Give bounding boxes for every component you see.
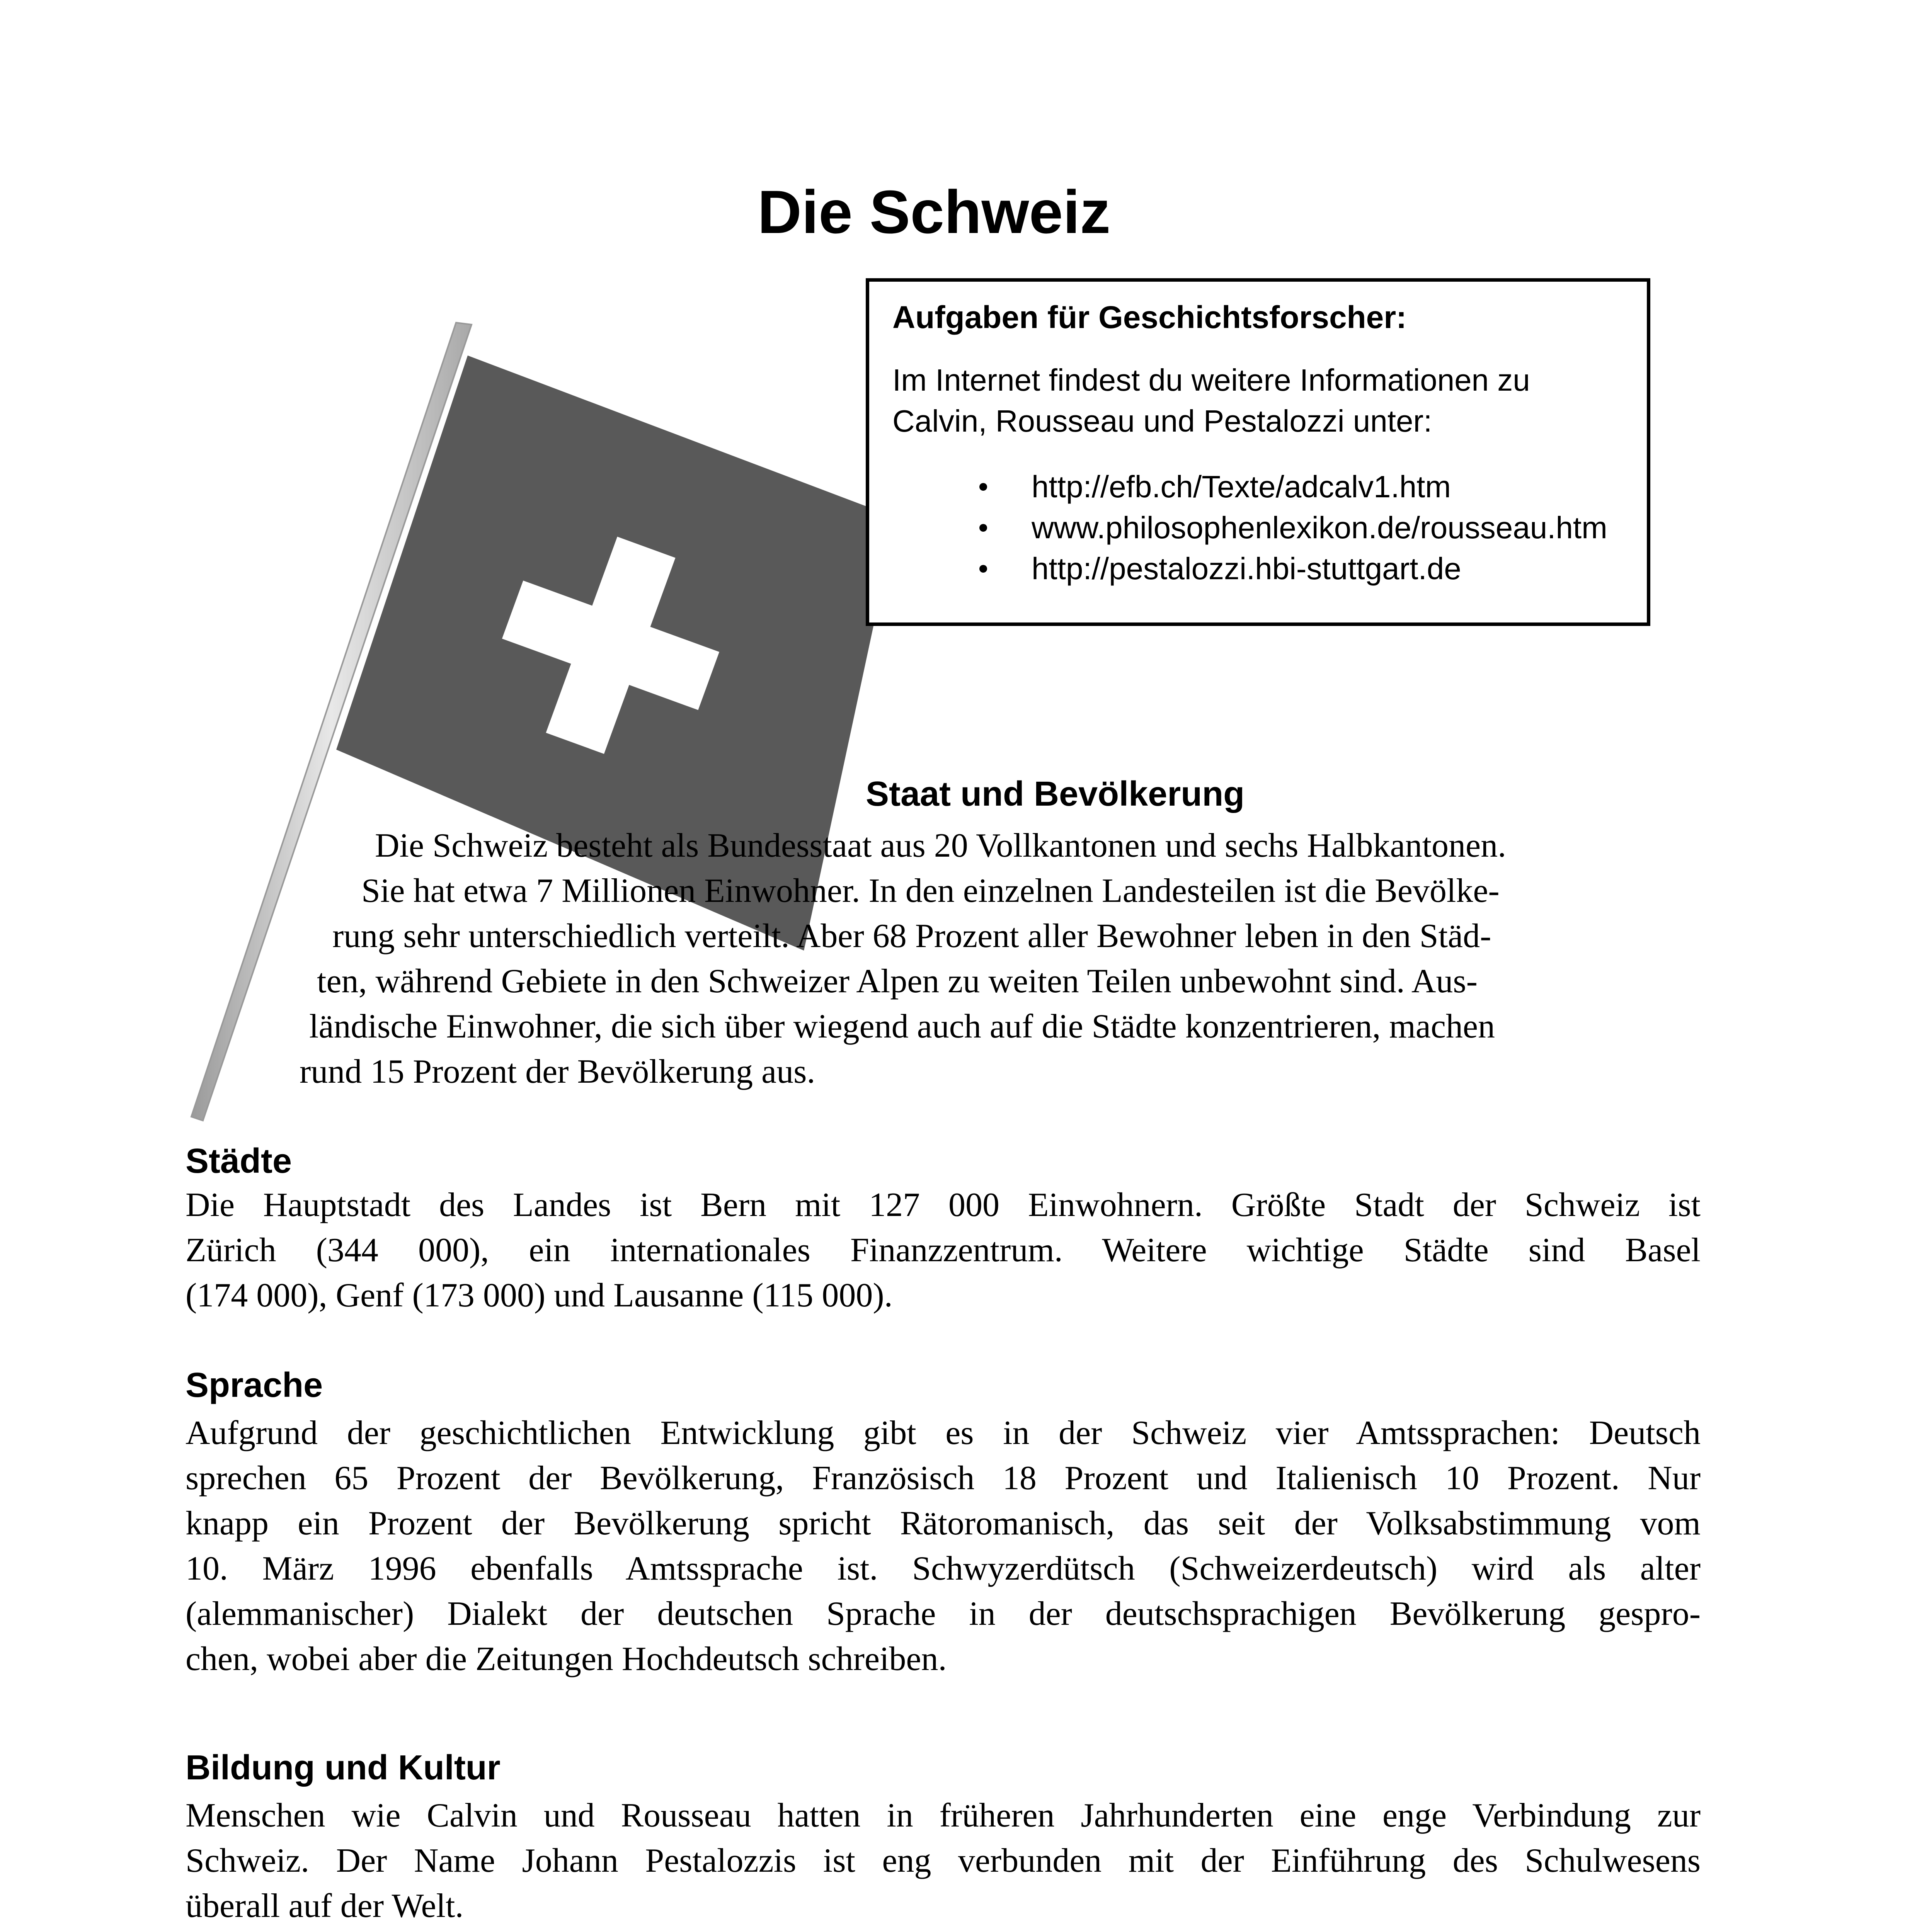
research-task-text-line2: Calvin, Rousseau und Pestalozzi unter: [892,404,1432,438]
link-calvin[interactable]: http://efb.ch/Texte/adcalv1.htm [892,466,1624,507]
research-task-text [892,360,1624,442]
sprache-line: (alemmanischer) Dialekt der deutschen Sprache in der deutschsprachigen Bevölkerung gespro- [186,1595,1701,1633]
sprache-line: 10. März 1996 ebenfalls Amtssprache ist. Schwyzerdütsch (Schweizerdeutsch) wird als alter [186,1550,1701,1587]
bildung-line: Menschen wie Calvin und Rousseau hatten in früheren Jahrhunderten eine enge Verbindung zur [186,1797,1701,1834]
research-task-heading: Aufgaben für Geschichtsforscher: [892,300,1407,335]
link-pestalozzi[interactable]: http://pestalozzi.hbi-stuttgart.de [892,548,1624,589]
heading-sprache: Sprache [186,1366,323,1405]
sprache-line: sprechen 65 Prozent der Bevölkerung, Französisch 18 Prozent und Italienisch 10 Prozent. Nur [186,1459,1701,1497]
staedte-line: Die Hauptstadt des Landes ist Bern mit 127 000 Einwohnern. Größte Stadt der Schweiz ist [186,1186,1701,1224]
link-rousseau[interactable]: www.philosophenlexikon.de/rousseau.htm [892,507,1624,548]
research-task-text-line1: Im Internet findest du weitere Informationen zu [892,363,1530,397]
sprache-paragraph [186,1410,1701,1682]
swiss-flag-icon [186,317,912,1128]
staat-line: rung sehr unterschiedlich verteilt. Aber 68 Prozent aller Bewohner leben in den Städ- [332,917,1491,955]
staat-line: ländische Einwohner, die sich über wiegend auch auf die Städte konzentrieren, machen [309,1008,1495,1045]
heading-bildung-und-kultur: Bildung und Kultur [186,1748,501,1787]
sprache-line: chen, wobei aber die Zeitungen Hochdeutsch schreiben. [186,1640,947,1678]
sprache-line: Aufgrund der geschichtlichen Entwicklung gibt es in der Schweiz vier Amtssprachen: Deutsch [186,1414,1701,1452]
research-task-box [866,278,1650,626]
staat-line: Sie hat etwa 7 Millionen Einwohner. In den einzelnen Landesteilen ist die Bevölke- [361,872,1500,910]
link-list [892,466,1624,589]
page-title: Die Schweiz [758,178,1111,246]
bildung-line: Schweiz. Der Name Johann Pestalozzis ist eng verbunden mit der Einführung des Schulwesens [186,1842,1701,1879]
staat-line: rund 15 Prozent der Bevölkerung aus. [300,1053,815,1090]
staedte-line: Zürich (344 000), ein internationales Finanzzentrum. Weitere wichtige Städte sind Basel [186,1231,1701,1269]
bildung-line: überall auf der Welt. [186,1887,464,1925]
staat-line: ten, während Gebiete in den Schweizer Alpen zu weiten Teilen unbewohnt sind. Aus- [317,963,1478,1000]
heading-staat-und-bevoelkerung: Staat und Bevölkerung [866,775,1245,813]
bildung-paragraph-1 [186,1793,1701,1929]
sprache-line: knapp ein Prozent der Bevölkerung spricht Rätoromanisch, das seit der Volksabstimmung vom [186,1505,1701,1542]
staedte-line: (174 000), Genf (173 000) und Lausanne (115 000). [186,1277,893,1314]
staat-line: Die Schweiz besteht als Bundesstaat aus 20 Vollkantonen und sechs Halbkantonen. [375,827,1507,864]
heading-staedte: Städte [186,1142,292,1180]
staedte-paragraph [186,1182,1701,1318]
